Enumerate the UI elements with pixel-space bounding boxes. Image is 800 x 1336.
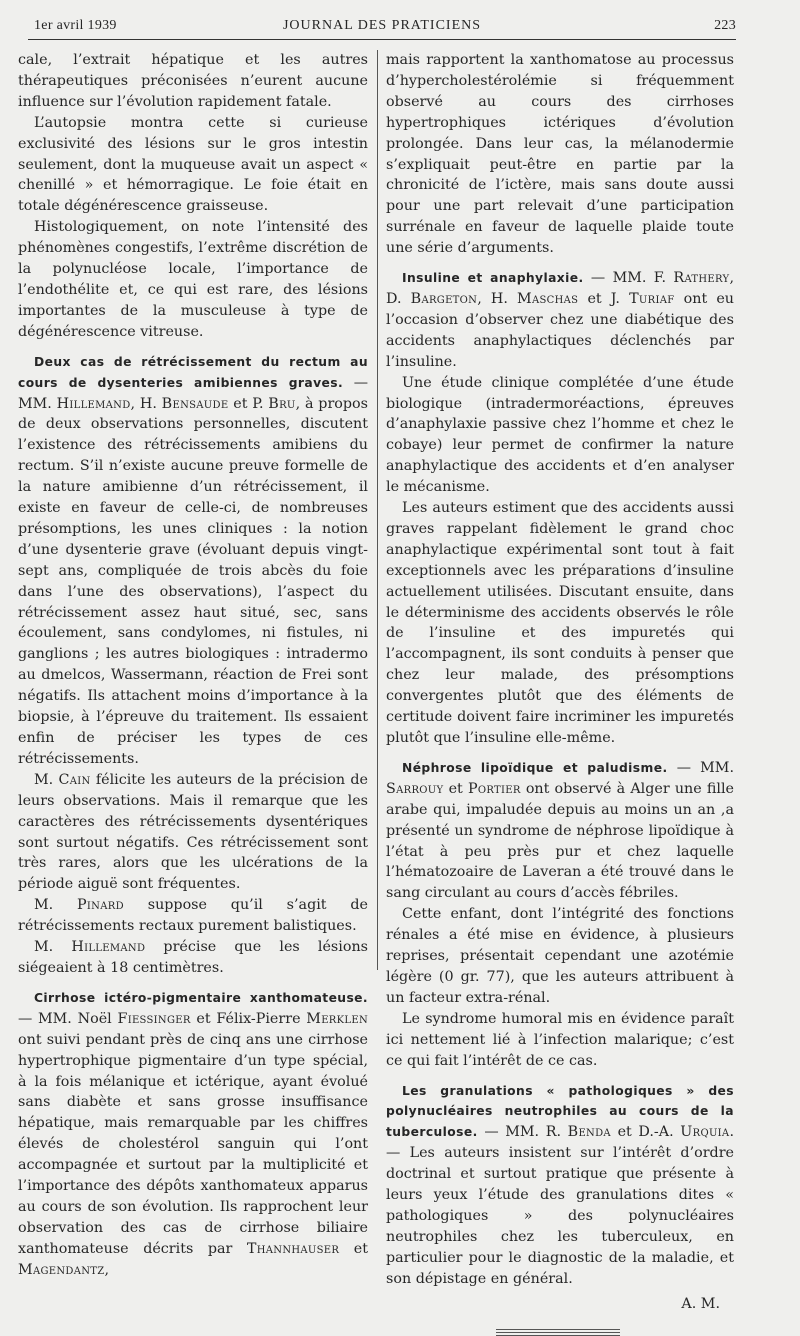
section-rectum: Deux cas de rétrécissement du rectum au cours de dysenteries amibiennes graves. — MM. Hillemand, H. Bensaude et P. Bru, à propos de deux observations personnelles, discutent l’existence des rétrécissements amibiens du rectum. S’il n’existe aucune preuve formelle de la nature amibienne d’un rétrécissement, il existe en faveur de celle-ci, de nombreuses présomptions, les unes cliniques : la notion d’une dysenterie grave (évoluant depuis vingt-sept ans, compliquée de trois abcès du foie dans l’une des observations), l’aspect du rétrécissement assez haut situé, sec, sans écoulement, sans condylomes, ni fistules, ni ganglions ; les autres biologiques : intradermo au dmelcos, Wassermann, réaction de Frei sont négatifs. Ils attachent moins d’importance à la biopsie, à l’épreuve du traitement. Ils essaient enfin de préciser les types de ces rétrécissements.: [18, 354, 369, 767]
section-title: Cirrhose ictéro-pigmentaire xanthomateuse.: [34, 990, 368, 1005]
header-journal-title: JOURNAL DES PRATICIENS: [282, 18, 482, 33]
paragraph: M. Hillemand précise que les lésions siégeaient à 18 centimètres.: [18, 939, 368, 976]
author-name: Urquia: [680, 1124, 730, 1141]
column-divider: [377, 50, 378, 970]
author-name: Bru: [268, 395, 296, 412]
author-name: Bensaude: [161, 395, 229, 412]
paragraph: M. Pinard suppose qu’il s’agit de rétrécissements rectaux purement balistiques.: [18, 897, 368, 935]
author-name: Hillemand: [71, 939, 146, 956]
paragraph: M. Cain félicite les auteurs de la précision de leurs observations. Mais il remarque que les caractères des rétrécissements dysentériques sont surtout négatifs. Ces rétrécissement sont très rares, alors que les ulcérations de la période aiguë sont fréquentes.: [18, 771, 368, 893]
section-insuline: Insuline et anaphylaxie. — MM. F. Rathery, D. Bargeton, H. Maschas et J. Turiaf ont eu l’occasion d’observer chez une diabétique des accidents anaphylactiques déclenchés par l’insuline.: [386, 270, 734, 370]
author-name: Merklen: [306, 1010, 368, 1027]
paragraph: Une étude clinique complétée d’une étude biologique (intradermoréactions, épreuves d’anaphylaxie passive chez l’homme et chez le cobaye) leur permet de confirmer la nature anaphylactique des accidents et d’en analyser le mécanisme.: [386, 374, 734, 496]
signature: A. M.: [681, 1295, 720, 1312]
section-cirrhose: Cirrhose ictéro-pigmentaire xanthomateuse. — MM. Noël Fiessinger et Félix-Pierre Merklen ont suivi pendant près de cinq ans une cirrhose hypertrophique pigmentaire d’un type spécial, à la fois mélanique et ictérique, ayant évolué sans diabète et sans grosse insuffisance hépatique, mais remarquable par les chiffres élevés de cholestérol sanguin qui l’ont accompagnée et surtout par la multiplicité et l’importance des dépôts xanthomateux apparus au cours de son évolution. Ils rapprochent leur observation des cas de cirrhose biliaire xanthomateuse décrits par Thannhauser et Magendantz,: [18, 990, 368, 1278]
section-title: Néphrose lipoïdique et paludisme.: [402, 760, 668, 775]
author-name: Benda: [567, 1124, 611, 1141]
paragraph: Histologiquement, on note l’intensité des phénomènes congestifs, l’extrême discrétion de la polynucléose locale, l’importance de l’endothélite et, ce qui est rare, des lésions importantes de la musculeuse à type de dégénérescence vitreuse.: [18, 219, 368, 340]
author-name: Rathery: [673, 270, 730, 287]
section-nephrose: Néphrose lipoïdique et paludisme. — MM. Sarrouy et Portier ont observé à Alger une fille arabe qui, impaludée depuis au moins un an ,a présenté un syndrome de néphrose lipoïdique à l’état à peu près pur et chez laquelle l’hématozoaire de Laveran a été trouvé dans le sang circulant au cours d’accès fébriles.: [386, 759, 734, 902]
paragraph: mais rapportent la xanthomatose au processus d’hypercholestérolémie si fréquemment observé au cours des cirrhoses hypertrophiques ictériques d’évolution prolongée. Dans leur cas, la mélanodermie s’expliquait peut-être en partie par la chronicité de l’ictère, mais sans doute aussi pour une part relevait d’une participation surrénale en faveur de laquelle plaide toute une série d’arguments.: [386, 52, 734, 257]
header-rule: [28, 39, 736, 40]
header-date: 1er avril 1939: [34, 18, 117, 33]
author-name: Hillemand: [56, 395, 131, 412]
paragraph: Les auteurs estiment que des accidents aussi graves rappelant fidèlement le grand choc anaphylactique expérimental sont tout à fait exceptionnels avec les préparations d’insuline actuellement utilisées. Discutant ensuite, dans le déterminisme des accidents observés le rôle de l’insuline et des impuretés qui l’accompagnent, ils sont conduits à penser que chez leur malade, des présomptions convergentes plutôt que des éléments de certitude doivent faire incriminer les impuretés plutôt que l’insuline elle-même.: [386, 500, 734, 746]
author-name: Cain: [58, 771, 91, 788]
paragraph: Le syndrome humoral mis en évidence paraît ici nettement lié à l’infection malarique; c’est ce qui fait l’intérêt de ce cas.: [386, 1010, 734, 1069]
right-column: [386, 50, 734, 1336]
page-number: 223: [714, 18, 736, 33]
section-granulations: Les granulations « pathologiques » des polynucléaires neutrophiles au cours de la tuberculose. — MM. R. Benda et D.-A. Urquia. — Les auteurs insistent sur l’intérêt d’ordre doctrinal et surtout pratique que présente à leurs yeux l’étude des granulations dites « pathologiques » des polynucléaires neutrophiles chez les tuberculeux, en particulier pour le diagnostic de la maladie, et son dépistage en général.: [386, 1083, 734, 1287]
author-name: Magendantz: [18, 1261, 105, 1278]
left-column: [18, 50, 368, 1281]
paragraph: cale, l’extrait hépatique et les autres thérapeutiques préconisées n’eurent aucune influence sur l’évolution rapidement fatale.: [18, 52, 368, 110]
author-name: Pinard: [77, 897, 124, 914]
author-name: Maschas: [517, 290, 579, 307]
section-title: Les granulations « pathologiques » des polynucléaires neutrophiles au cours de la tuberculose.: [386, 1083, 734, 1140]
author-name: Bargeton: [410, 290, 478, 307]
running-header: [28, 16, 736, 36]
author-name: Portier: [467, 780, 521, 797]
paragraph: L’autopsie montra cette si curieuse exclusivité des lésions sur le gros intestin seulement, dont la muqueuse avait un aspect « chenillé » et hémorragique. Le foie était en totale dégénérescence graisseuse.: [18, 114, 368, 215]
end-rule: [496, 1335, 620, 1336]
end-rule: [496, 1329, 620, 1333]
section-title: Deux cas de rétrécissement du rectum au cours de dysenteries amibiennes graves.: [18, 354, 368, 390]
author-name: Turiaf: [629, 290, 675, 307]
paragraph: Cette enfant, dont l’intégrité des fonctions rénales a été mise en évidence, à plusieurs reprises, présentait cependant une azotémie légère (0 gr. 77), que les auteurs attribuent à un facteur extra-rénal.: [386, 906, 734, 1006]
author-name: Fiessinger: [117, 1010, 191, 1027]
author-name: Sarrouy: [386, 780, 444, 797]
section-title: Insuline et anaphylaxie.: [402, 271, 584, 286]
author-name: Thannhauser: [246, 1240, 340, 1257]
